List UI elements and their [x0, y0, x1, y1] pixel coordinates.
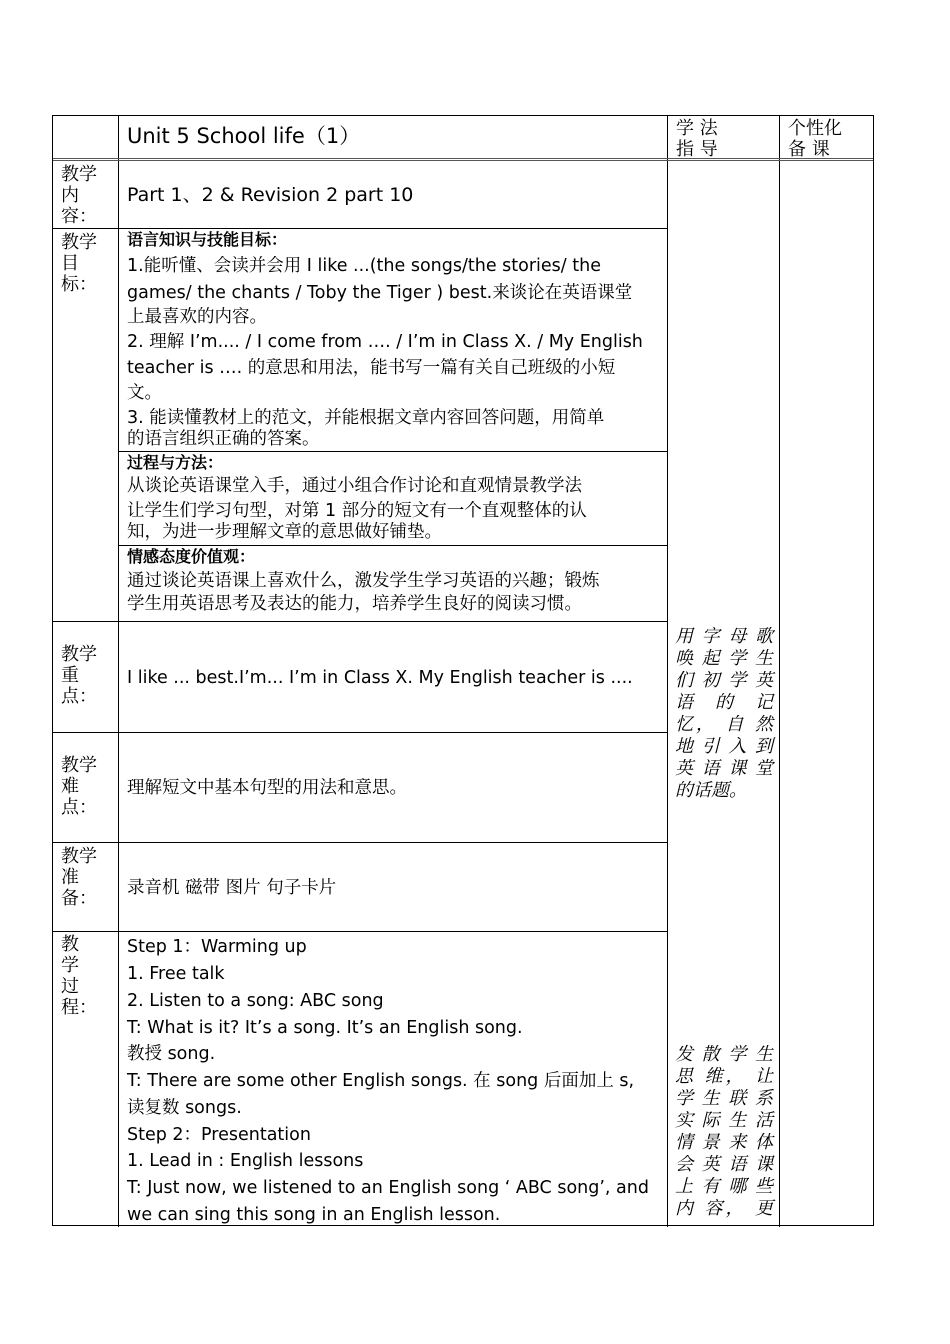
guidance-note-thinking — [675, 1044, 773, 1220]
guidance-note-song — [675, 626, 773, 802]
knowledge-line: teacher is …. 的意思和用法，能书写一篇有关自己班级的小短 — [127, 358, 616, 378]
guidance-line: 英 语 课 堂 — [675, 758, 773, 779]
guidance-line: 忆， 自 然 — [675, 714, 773, 735]
label-line: 难 — [61, 776, 79, 797]
process-line: 读复数 songs. — [127, 1098, 242, 1118]
process-line: 1. Lead in : English lessons — [127, 1151, 364, 1171]
label-line: 点： — [61, 686, 97, 707]
guidance-line: 情 景 来 体 — [675, 1132, 773, 1153]
difficulties-label — [61, 755, 111, 818]
label-line: 备： — [61, 888, 97, 909]
lesson-plan-table — [52, 115, 874, 1226]
knowledge-heading: 语言知识与技能目标： — [127, 230, 288, 249]
process-method-heading: 过程与方法： — [127, 453, 224, 472]
label-line: 教学 — [61, 846, 97, 867]
personal-header-line2: 备 课 — [788, 139, 830, 160]
guide-header-line2: 指 导 — [676, 139, 718, 160]
guidance-line: 思 维， 让 — [675, 1066, 773, 1087]
process-method-line: 从谈论英语课堂入手，通过小组合作讨论和直观情景教学法 — [127, 476, 582, 496]
col-divider-personal — [779, 116, 780, 1227]
label-line: 目 — [61, 253, 79, 274]
label-line: 标： — [61, 274, 97, 295]
keypoints-label — [61, 644, 111, 707]
guidance-line: 地 引 入 到 — [675, 736, 773, 757]
process-line: T: What is it? It’s a song. It’s an English song. — [127, 1018, 523, 1038]
guidance-line: 们 初 学 英 — [675, 670, 773, 691]
guidance-line: 学 生 联 系 — [675, 1088, 773, 1109]
process-line: Step 2：Presentation — [127, 1125, 311, 1145]
guidance-line: 唤 起 学 生 — [675, 648, 773, 669]
guidance-line: 发 散 学 生 — [675, 1044, 773, 1065]
label-line: 教学 — [61, 644, 97, 665]
guide-column-header — [676, 118, 766, 160]
label-line: 学 — [61, 955, 79, 976]
knowledge-line: 1.能听懂、会读并会用 I like ...(the songs/the stories/ the — [127, 256, 601, 276]
label-line: 内 — [61, 185, 79, 206]
process-line: 2. Listen to a song: ABC song — [127, 991, 384, 1011]
knowledge-line: 上最喜欢的内容。 — [127, 307, 267, 327]
knowledge-line: 的语言组织正确的答案。 — [127, 429, 320, 449]
process-label — [61, 934, 111, 1018]
keypoints-text: I like ... best.I’m... I’m in Class X. My English teacher is .... — [127, 668, 633, 688]
label-line: 准 — [61, 867, 79, 888]
knowledge-line: games/ the chants / Toby the Tiger ) best.来谈论在英语课堂 — [127, 283, 633, 303]
label-line: 容： — [61, 206, 97, 227]
guidance-line: 上 有 哪 些 — [675, 1176, 773, 1197]
process-line: 1. Free talk — [127, 964, 225, 984]
guidance-line: 实 际 生 活 — [675, 1110, 773, 1131]
process-method-line: 让学生们学习句型，对第 1 部分的短文有一个直观整体的认 — [127, 501, 587, 521]
col-divider-label — [118, 116, 119, 1227]
process-line: T: Just now, we listened to an English song ‘ ABC song’, and — [127, 1178, 649, 1198]
guide-header-line1: 学 法 — [676, 118, 718, 139]
content-text: Part 1、2 & Revision 2 part 10 — [127, 184, 414, 206]
difficulties-text: 理解短文中基本句型的用法和意思。 — [127, 778, 407, 798]
personal-header-line1: 个性化 — [788, 118, 842, 139]
guidance-line: 会 英 语 课 — [675, 1154, 773, 1175]
row-divider-difficulties — [53, 842, 667, 843]
process-line: Step 1：Warming up — [127, 937, 307, 957]
process-method-line: 知，为进一步理解文章的意思做好铺垫。 — [127, 522, 442, 542]
row-divider-keypoints — [53, 732, 667, 733]
row-divider-goals — [53, 621, 667, 622]
label-line: 教学 — [61, 232, 97, 253]
process-line: T: There are some other English songs. 在 song 后面加上 s, — [127, 1071, 635, 1091]
attitude-heading: 情感态度价值观： — [127, 547, 256, 566]
label-line: 程： — [61, 997, 97, 1018]
goals-label — [61, 232, 111, 295]
guidance-line: 语 的 记 — [675, 692, 773, 713]
guidance-line: 的话题。 — [675, 780, 747, 801]
preparation-text: 录音机 磁带 图片 句子卡片 — [127, 878, 337, 898]
label-line: 教 — [61, 934, 79, 955]
guidance-line: 用 字 母 歌 — [675, 626, 773, 647]
label-line: 重 — [61, 665, 79, 686]
knowledge-line: 2. 理解 I’m.... / I come from …. / I’m in Class X. / My English — [127, 332, 643, 352]
label-line: 教学 — [61, 755, 97, 776]
attitude-line: 通过谈论英语课上喜欢什么，激发学生学习英语的兴趣；锻炼 — [127, 571, 600, 591]
preparation-label — [61, 846, 111, 909]
label-line: 点： — [61, 797, 97, 818]
knowledge-line: 文。 — [127, 383, 162, 403]
label-line: 过 — [61, 976, 79, 997]
content-label — [61, 164, 111, 227]
knowledge-line: 3. 能读懂教材上的范文，并能根据文章内容回答问题，用简单 — [127, 408, 605, 428]
process-line: 教授 song. — [127, 1044, 216, 1064]
process-line: we can sing this song in an English lesson. — [127, 1205, 501, 1225]
guidance-line: 内 容， 更 — [675, 1198, 773, 1219]
row-divider-preparation — [53, 931, 667, 932]
label-line: 教学 — [61, 164, 97, 185]
col-divider-guide — [667, 116, 668, 1227]
personal-column-header — [788, 118, 868, 160]
unit-title: Unit 5 School life（1） — [127, 124, 361, 148]
attitude-line: 学生用英语思考及表达的能力，培养学生良好的阅读习惯。 — [127, 594, 582, 614]
